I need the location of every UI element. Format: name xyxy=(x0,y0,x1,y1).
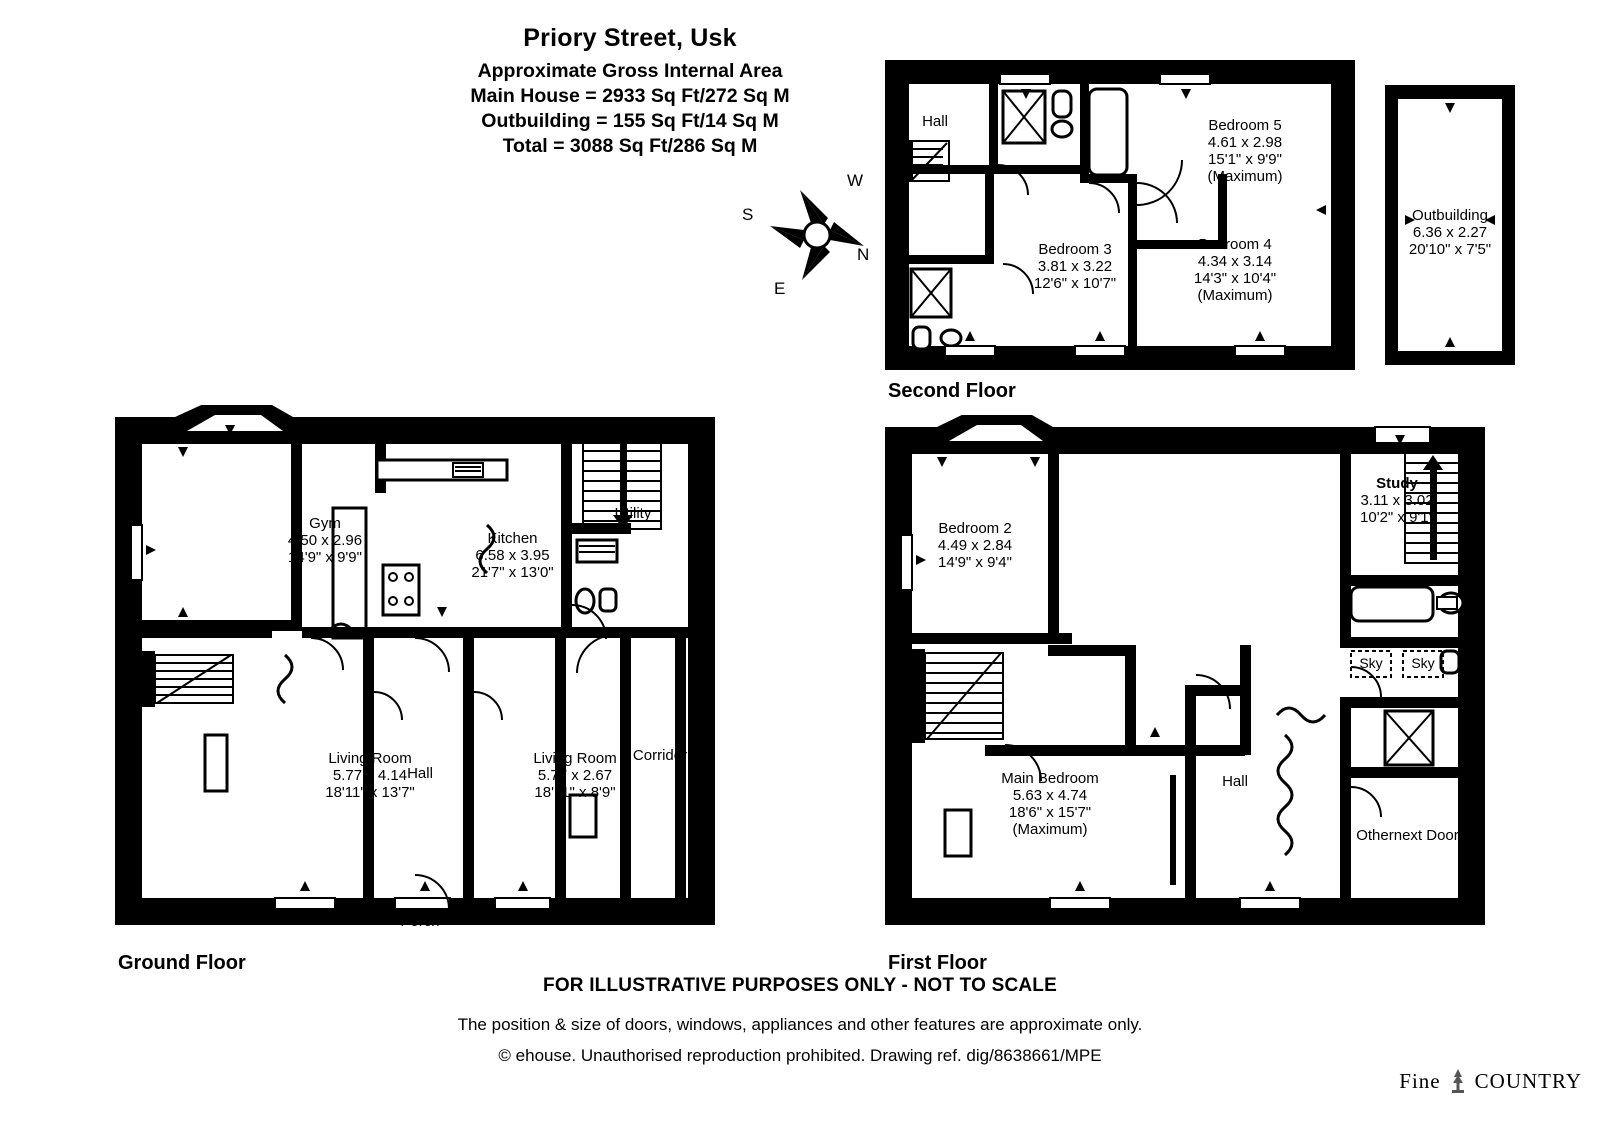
area-heading: Approximate Gross Internal Area xyxy=(477,60,783,82)
ground-kitchen-label: Kitchen 6.58 x 3.95 21'7" x 13'0" xyxy=(471,530,554,581)
area-outbuilding: Outbuilding = 155 Sq Ft/14 Sq M xyxy=(481,110,779,132)
ground-porch-label: Porch xyxy=(400,913,440,930)
compass-rose xyxy=(742,168,882,303)
first-study-label: Study 3.11 x 3.02 10'2" x 9'1" xyxy=(1360,475,1434,526)
property-title: Priory Street, Usk xyxy=(523,24,737,52)
first-othernextdoor-label: Othernext Door xyxy=(1356,827,1459,844)
outbuilding-plan xyxy=(1385,85,1515,365)
compass-label-s: S xyxy=(742,205,754,224)
ground-living-room-2-label: Living Room 5.77 x 2.67 18'11" x 8'9" xyxy=(533,750,617,801)
area-total: Total = 3088 Sq Ft/286 Sq M xyxy=(502,135,758,157)
second-bedroom4-label: Bedroom 4 4.34 x 3.14 14'3" x 10'4" (Maximum) xyxy=(1193,236,1277,304)
footer-copyright: © ehouse. Unauthorised reproduction prohibited. Drawing ref. dig/8638661/MPE xyxy=(498,1046,1102,1065)
brand-tree-icon xyxy=(1447,1068,1469,1094)
second-floor-title: Second Floor xyxy=(888,380,1016,402)
ground-utility-label: Utility xyxy=(614,505,652,522)
compass-label-w: W xyxy=(847,171,864,190)
second-floor-plan xyxy=(885,55,1355,370)
ground-floor-title: Ground Floor xyxy=(118,952,246,974)
outbuilding-label: Outbuilding 6.36 x 2.27 20'10" x 7'5" xyxy=(1408,207,1492,258)
first-sky-left-label: Sky xyxy=(1359,655,1383,671)
first-hall-label: Hall xyxy=(1222,773,1248,790)
plan-header xyxy=(420,24,840,159)
ground-gym-label: Gym 4.50 x 2.96 14'9" x 9'9" xyxy=(287,515,363,566)
brand-fine: Fine xyxy=(1399,1068,1441,1093)
second-hall-label: Hall xyxy=(922,113,948,130)
first-bedroom2-label: Bedroom 2 4.49 x 2.84 14'9" x 9'4" xyxy=(937,520,1013,571)
ground-floor-plan xyxy=(115,405,715,930)
second-bedroom3-label: Bedroom 3 3.81 x 3.22 12'6" x 10'7" xyxy=(1033,241,1117,292)
brand-country: COUNTRY xyxy=(1474,1068,1582,1093)
first-main-bedroom-label: Main Bedroom 5.63 x 4.74 18'6" x 15'7" (Maximum) xyxy=(1001,770,1099,838)
first-floor-plan xyxy=(885,415,1485,925)
compass-label-e: E xyxy=(774,279,786,298)
brand-logo xyxy=(1399,1068,1582,1094)
ground-living-room-1-label: Living Room 5.77 x 4.14 18'11" x 13'7" xyxy=(325,750,415,801)
second-bedroom5-label: Bedroom 5 4.61 x 2.98 15'1" x 9'9" (Maximum) xyxy=(1207,117,1283,185)
compass-label-n: N xyxy=(857,245,870,264)
first-sky-right-label: Sky xyxy=(1411,655,1435,671)
first-floor-title: First Floor xyxy=(888,952,987,974)
footer-disclaimer: FOR ILLUSTRATIVE PURPOSES ONLY - NOT TO SCALE xyxy=(543,975,1057,996)
ground-hall-label: Hall xyxy=(407,765,433,782)
footer-note: The position & size of doors, windows, appliances and other features are approximate only. xyxy=(457,1015,1143,1034)
ground-corridor-label: Corridor xyxy=(632,747,688,764)
area-main-house: Main House = 2933 Sq Ft/272 Sq M xyxy=(470,85,790,107)
